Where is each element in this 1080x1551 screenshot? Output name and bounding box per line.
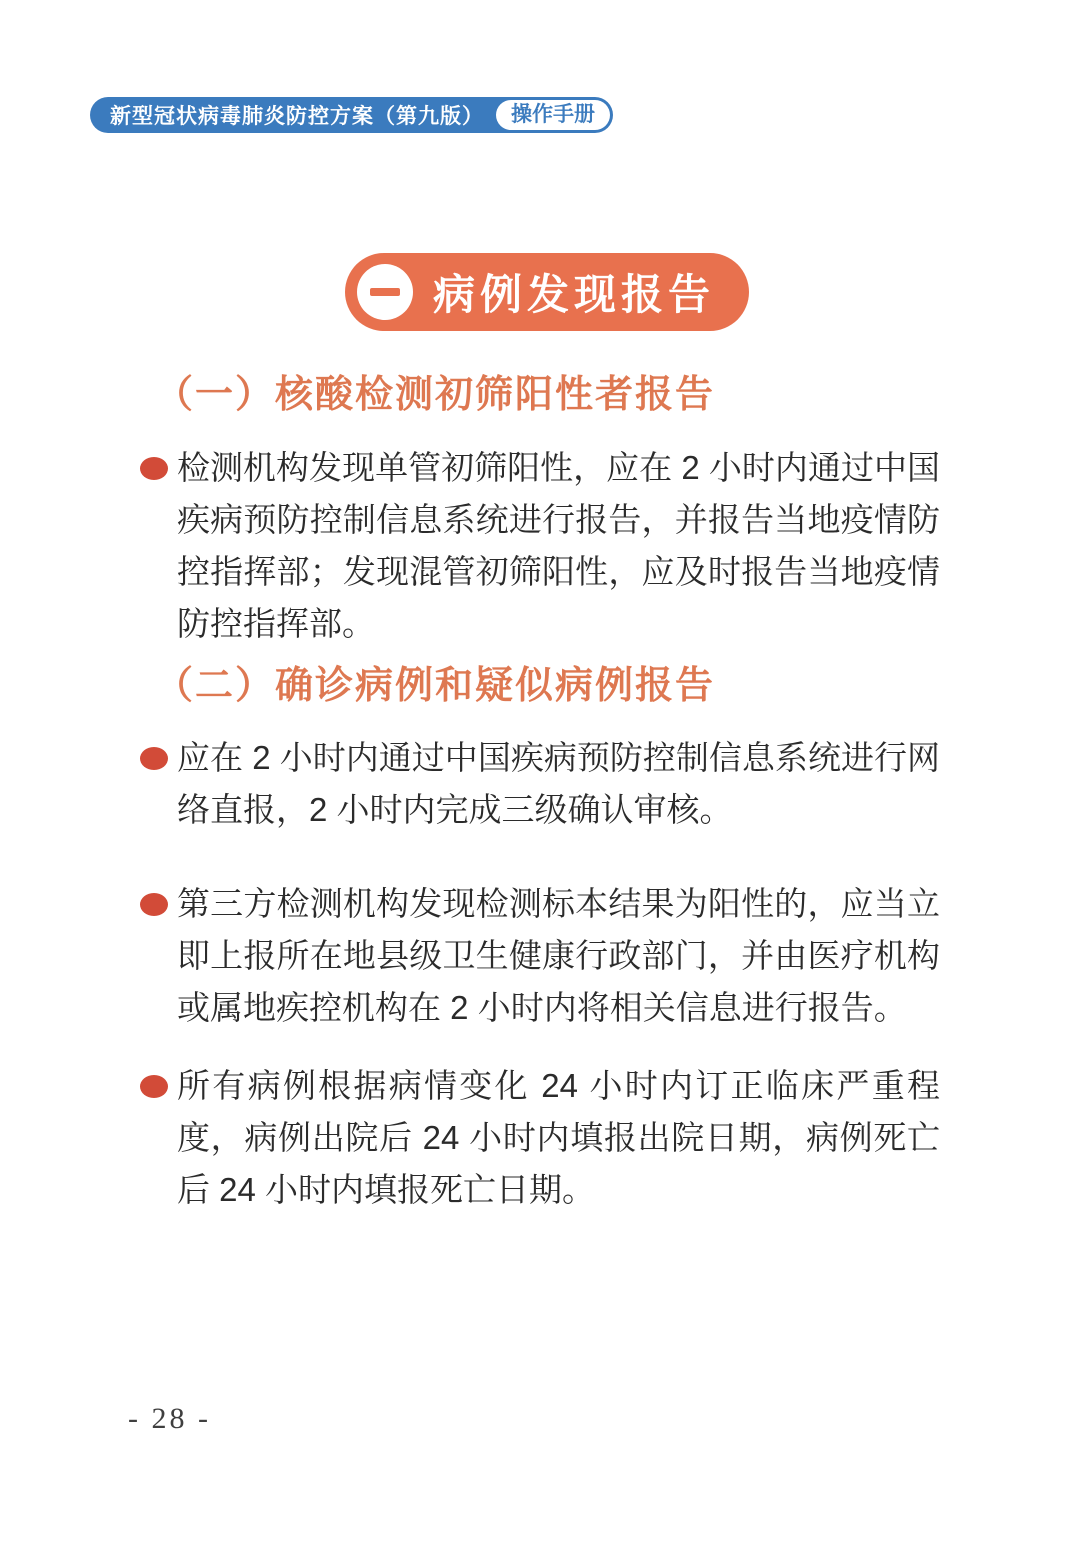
bullet-icon [140, 747, 168, 770]
bullet-list-2 [140, 732, 940, 1216]
bullet-text: 所有病例根据病情变化 24 小时内订正临床严重程度，病例出院后 24 小时内填报出院日期，病例死亡后 24 小时内填报死亡日期。 [177, 1067, 940, 1208]
list-item [140, 878, 940, 1034]
list-item [140, 1060, 940, 1216]
list-item [140, 732, 940, 836]
section-number-icon [357, 264, 413, 320]
list-item [140, 442, 940, 650]
number-one-icon [370, 288, 400, 296]
bullet-text: 检测机构发现单管初筛阳性，应在 2 小时内通过中国疾病预防控制信息系统进行报告，并报告当地疫情防控指挥部；发现混管初筛阳性，应及时报告当地疫情防控指挥部。 [177, 449, 940, 642]
section-title-badge [345, 253, 749, 331]
section-badge-title: 病例发现报告 [433, 271, 716, 318]
header-badge [90, 97, 613, 133]
bullet-text: 第三方检测机构发现检测标本结果为阳性的，应当立即上报所在地县级卫生健康行政部门，并由医疗机构或属地疾控机构在 2 小时内将相关信息进行报告。 [177, 885, 940, 1026]
bullet-icon [140, 893, 168, 916]
page-number: - 28 - [128, 1402, 211, 1435]
header-tag-badge: 操作手册 [496, 100, 610, 130]
bullet-icon [140, 1075, 168, 1098]
subsection-heading-1: （一）核酸检测初筛阳性者报告 [155, 374, 716, 416]
bullet-text: 应在 2 小时内通过中国疾病预防控制信息系统进行网络直报，2 小时内完成三级确认审核。 [177, 739, 940, 828]
subsection-heading-2: （二）确诊病例和疑似病例报告 [155, 665, 716, 707]
bullet-list-1 [140, 442, 940, 650]
header-title: 新型冠状病毒肺炎防控方案（第九版） [110, 105, 484, 128]
bullet-icon [140, 457, 168, 480]
